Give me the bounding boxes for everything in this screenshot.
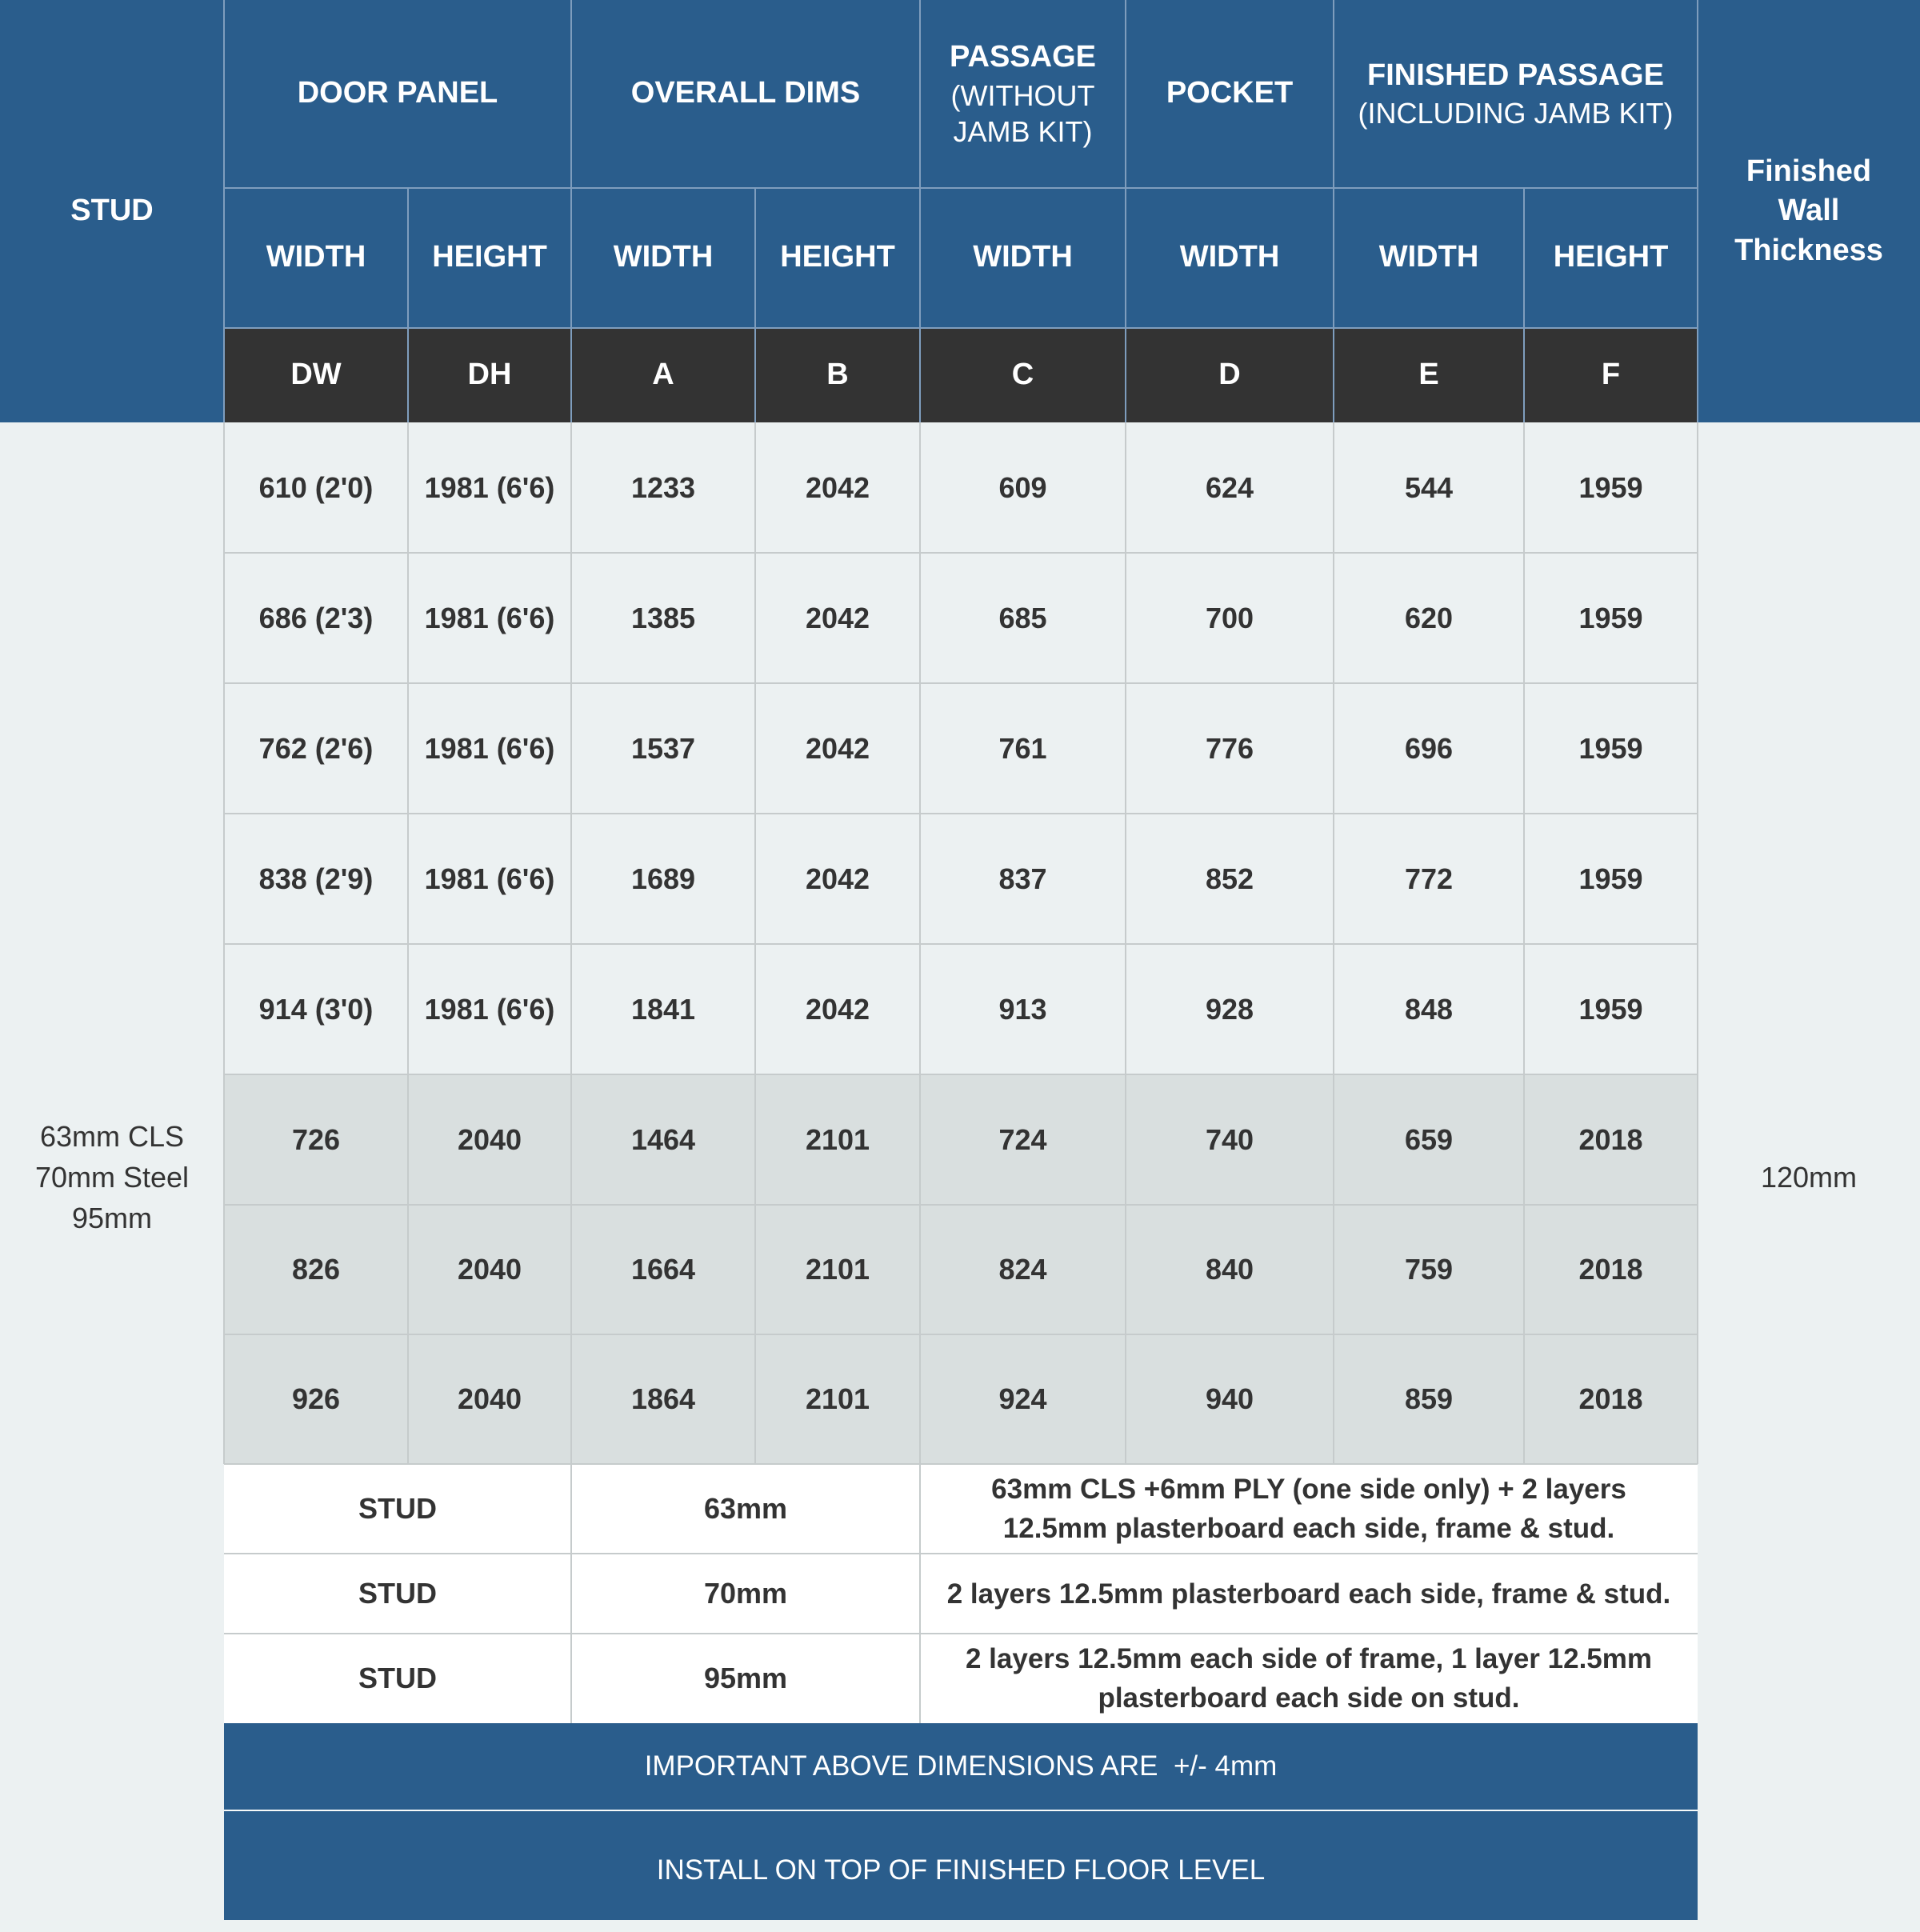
cell-b: 2042 — [805, 992, 870, 1026]
header-pocket: POCKET — [1166, 76, 1294, 110]
cell-a: 1233 — [630, 470, 696, 504]
cell-dh: 1981 (6'6) — [424, 470, 555, 504]
header-finished-passage — [1334, 0, 1698, 187]
header-stud: STUD — [70, 194, 154, 228]
cell-b: 2042 — [805, 601, 870, 634]
subheader-height: HEIGHT — [1553, 240, 1669, 274]
cell-a: 1864 — [630, 1382, 696, 1415]
code-f: F — [1601, 358, 1621, 392]
tolerance-note: IMPORTANT ABOVE DIMENSIONS ARE +/- 4mm — [644, 1750, 1278, 1782]
header-passage — [920, 0, 1126, 187]
stud-note-desc: 2 layers 12.5mm plasterboard each side, frame & stud. — [946, 1578, 1671, 1610]
header-finished-passage-title: FINISHED PASSAGE — [1367, 58, 1664, 92]
cell-d: 776 — [1205, 731, 1254, 765]
cell-e: 620 — [1404, 601, 1454, 634]
cell-a: 1537 — [630, 731, 696, 765]
cell-c: 924 — [998, 1382, 1047, 1415]
cell-f: 2018 — [1578, 1382, 1643, 1415]
cell-a: 1385 — [630, 601, 696, 634]
subheader-height: HEIGHT — [432, 240, 547, 274]
cell-f: 1959 — [1578, 862, 1643, 895]
code-b: B — [826, 358, 849, 392]
code-c: C — [1011, 358, 1034, 392]
stud-note-label: STUD — [358, 1662, 437, 1694]
subheader-height: HEIGHT — [780, 240, 895, 274]
stud-type: 63mm CLS — [39, 1119, 185, 1153]
cell-dw: 838 (2'9) — [258, 862, 374, 895]
header-finished-wall: Finished Wall Thickness — [1734, 154, 1883, 267]
stud-note-label: STUD — [358, 1492, 437, 1525]
cell-d: 928 — [1205, 992, 1254, 1026]
cell-d: 840 — [1205, 1253, 1254, 1286]
cell-b: 2042 — [805, 862, 870, 895]
cell-c: 685 — [998, 601, 1047, 634]
code-d: D — [1218, 358, 1241, 392]
cell-b: 2042 — [805, 731, 870, 765]
cell-e: 772 — [1404, 862, 1454, 895]
cell-f: 1959 — [1578, 601, 1643, 634]
cell-c: 913 — [998, 992, 1047, 1026]
cell-a: 1664 — [630, 1253, 696, 1286]
cell-dh: 2040 — [457, 1382, 522, 1415]
stud-type: 95mm — [71, 1202, 152, 1235]
cell-dw: 686 (2'3) — [258, 601, 374, 634]
cell-dw: 726 — [291, 1122, 341, 1156]
cell-c: 837 — [998, 862, 1047, 895]
subheader-width: WIDTH — [266, 240, 366, 274]
code-a: A — [652, 358, 674, 392]
cell-f: 2018 — [1578, 1253, 1643, 1286]
cell-e: 544 — [1404, 470, 1454, 504]
subheader-width: WIDTH — [973, 240, 1073, 274]
cell-c: 724 — [998, 1122, 1047, 1156]
cell-dw: 610 (2'0) — [258, 470, 374, 504]
code-e: E — [1418, 358, 1439, 392]
cell-b: 2042 — [805, 470, 870, 504]
header-passage-sub: (WITHOUT JAMB KIT) — [950, 78, 1095, 148]
cell-e: 659 — [1404, 1122, 1454, 1156]
cell-a: 1689 — [630, 862, 696, 895]
cell-dh: 1981 (6'6) — [424, 862, 555, 895]
stud-note-size: 63mm — [703, 1492, 788, 1525]
subheader-width: WIDTH — [1378, 240, 1479, 274]
cell-dw: 826 — [291, 1253, 341, 1286]
cell-b: 2101 — [805, 1382, 870, 1415]
cell-d: 700 — [1205, 601, 1254, 634]
cell-e: 859 — [1404, 1382, 1454, 1415]
cell-a: 1841 — [630, 992, 696, 1026]
install-note: INSTALL ON TOP OF FINISHED FLOOR LEVEL — [656, 1854, 1266, 1886]
cell-f: 2018 — [1578, 1122, 1643, 1156]
cell-dw: 914 (3'0) — [258, 992, 374, 1026]
subheader-width: WIDTH — [1179, 240, 1280, 274]
cell-dh: 1981 (6'6) — [424, 601, 555, 634]
cell-e: 848 — [1404, 992, 1454, 1026]
cell-c: 609 — [998, 470, 1047, 504]
wall-thickness-value: 120mm — [1760, 1160, 1858, 1194]
cell-d: 852 — [1205, 862, 1254, 895]
cell-c: 761 — [998, 731, 1047, 765]
cell-dh: 1981 (6'6) — [424, 731, 555, 765]
header-finished-passage-sub: (INCLUDING JAMB KIT) — [1358, 97, 1674, 130]
stud-note-size: 95mm — [703, 1662, 788, 1694]
stud-note-label: STUD — [358, 1577, 437, 1610]
cell-dw: 762 (2'6) — [258, 731, 374, 765]
code-dh: DH — [467, 358, 512, 392]
stud-type: 70mm Steel — [34, 1160, 190, 1194]
cell-dh: 1981 (6'6) — [424, 992, 555, 1026]
header-overall-dims: OVERALL DIMS — [630, 76, 861, 110]
stud-note-size: 70mm — [703, 1577, 788, 1610]
cell-e: 759 — [1404, 1253, 1454, 1286]
stud-note-desc: 63mm CLS +6mm PLY (one side only) + 2 layers 12.5mm plasterboard each side, frame & stud. — [991, 1474, 1626, 1544]
cell-f: 1959 — [1578, 470, 1643, 504]
cell-dh: 2040 — [457, 1253, 522, 1286]
subheader-width: WIDTH — [613, 240, 714, 274]
cell-c: 824 — [998, 1253, 1047, 1286]
cell-b: 2101 — [805, 1253, 870, 1286]
cell-b: 2101 — [805, 1122, 870, 1156]
stud-note-desc: 2 layers 12.5mm each side of frame, 1 layer 12.5mm plasterboard each side on stud. — [965, 1643, 1652, 1714]
cell-a: 1464 — [630, 1122, 696, 1156]
cell-dw: 926 — [291, 1382, 341, 1415]
stud-types-cell — [0, 422, 224, 1932]
cell-dh: 2040 — [457, 1122, 522, 1156]
cell-d: 740 — [1205, 1122, 1254, 1156]
header-passage-title: PASSAGE — [949, 40, 1096, 74]
cell-e: 696 — [1404, 731, 1454, 765]
cell-f: 1959 — [1578, 731, 1643, 765]
cell-f: 1959 — [1578, 992, 1643, 1026]
cell-d: 624 — [1205, 470, 1254, 504]
code-dw: DW — [290, 358, 342, 392]
cell-d: 940 — [1205, 1382, 1254, 1415]
header-door-panel: DOOR PANEL — [297, 76, 498, 110]
